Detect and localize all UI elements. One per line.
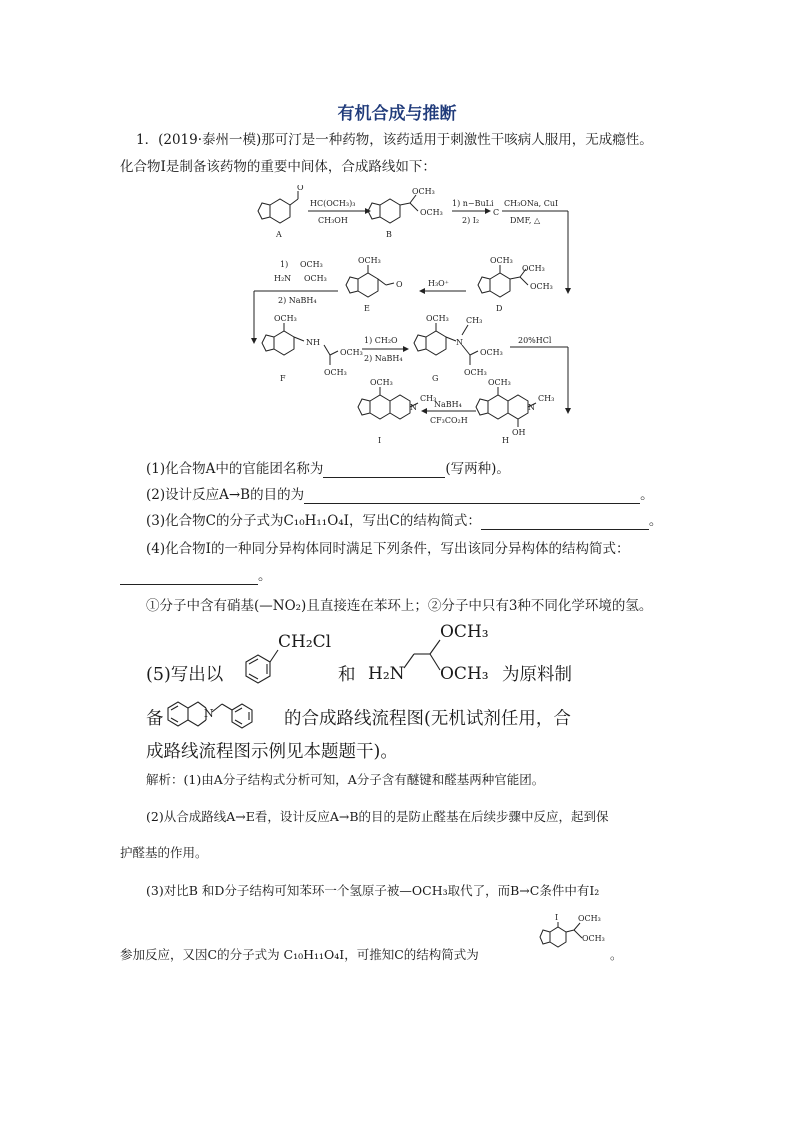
- label-B: B: [386, 230, 392, 239]
- och3-label: OCH₃: [274, 314, 297, 323]
- n-label: N: [456, 338, 463, 347]
- och3-label: OCH₃: [304, 274, 327, 283]
- och3-label: OCH₃: [300, 260, 323, 269]
- and-text: 和: [338, 665, 356, 685]
- iodine-label: I: [555, 913, 559, 922]
- reagent-4: H₃O⁺: [428, 279, 449, 288]
- och3-label: OCH₃: [370, 378, 393, 387]
- och3-label: OCH₃: [522, 264, 545, 273]
- ch3-label: CH₃: [538, 394, 555, 403]
- question-1-5-pre: (5)写出以: [146, 665, 224, 685]
- oh-label: OH: [512, 428, 526, 437]
- ch2cl-label: CH₂Cl: [278, 632, 332, 652]
- och3-label: OCH₃: [480, 348, 503, 357]
- label-C: C: [493, 208, 500, 217]
- och3-label: OCH₃: [412, 187, 435, 196]
- reagent-8-bottom: CF₃CO₂H: [430, 416, 468, 425]
- page-title: 有机合成与推断: [337, 104, 457, 124]
- n-label: N: [204, 707, 214, 720]
- answer-2-line2: 护醛基的作用。: [120, 845, 208, 860]
- cho-label: O: [396, 280, 403, 289]
- question-1-4-conditions: ①分子中含有硝基(—NO₂)且直接连在苯环上；②分子中只有3种不同化学环境的氢。: [146, 598, 653, 614]
- question-1-3: [146, 512, 662, 530]
- answer-3-line1: (3)对比B 和D分子结构可知苯环一个氢原子被—OCH₃取代了，而B→C条件中有I₂: [146, 883, 600, 898]
- och3-label: OCH₃: [582, 934, 605, 943]
- reagent-7: 20%HCl: [518, 336, 552, 345]
- question-1-intro-2: 化合物I是制备该药物的重要中间体，合成路线如下：: [120, 159, 436, 175]
- question-1-4-answer: [120, 567, 272, 585]
- answer-3-end: 。: [610, 947, 623, 962]
- reagent-1-bottom: CH₃OH: [318, 216, 348, 225]
- och3-label: OCH₃: [340, 348, 363, 357]
- answer-blank[interactable]: [120, 570, 258, 585]
- och3-label: OCH₃: [420, 208, 443, 217]
- och3-label: OCH₃: [426, 314, 449, 323]
- question-1-5-post: 为原料制: [502, 665, 572, 685]
- question-text: (写两种)。: [445, 461, 510, 477]
- label-I: I: [378, 436, 382, 445]
- reagent-3-top: CH₃ONa, CuI: [504, 199, 559, 208]
- reagent-5-top: 1): [280, 260, 289, 269]
- nh-label: NH: [306, 338, 320, 347]
- och3-label: OCH₃: [440, 622, 489, 642]
- answer-blank[interactable]: [304, 489, 640, 504]
- label-A: A: [276, 230, 282, 239]
- question-text: 。: [648, 513, 663, 529]
- och3-label: OCH₃: [490, 256, 513, 265]
- reagent-6-top: 1) CH₂O: [364, 336, 398, 345]
- ch3-label: CH₃: [466, 316, 483, 325]
- question-text: (2)设计反应A→B的目的为: [146, 487, 305, 503]
- answer-blank[interactable]: [323, 463, 445, 478]
- synthesis-scheme: [240, 185, 580, 455]
- question-text: 。: [640, 487, 654, 503]
- och3-label: OCH₃: [358, 256, 381, 265]
- reagent-1-top: HC(OCH₃)₃: [310, 199, 356, 208]
- h2n-label: H₂N: [274, 274, 292, 283]
- label-D: D: [496, 304, 503, 313]
- cho-label: O: [297, 185, 304, 192]
- och3-label: OCH₃: [464, 368, 487, 377]
- question-1-intro: 1．(2019·泰州一模)那可汀是一种药物，该药适用于刺激性干咳病人服用，无成瘾性。: [136, 132, 653, 148]
- ch3-label: CH₃: [420, 394, 437, 403]
- question-1-5-line3: 成路线流程图示例见本题题干)。: [146, 742, 398, 762]
- question-1-2: [146, 486, 654, 504]
- answer-blank[interactable]: [481, 515, 649, 530]
- reagent-8-top: NaBH₄: [434, 400, 462, 409]
- question-1-5-line2-post: 的合成路线流程图(无机试剂任用，合: [284, 709, 571, 729]
- label-E: E: [364, 304, 370, 313]
- question-1-1: [146, 460, 510, 478]
- question-1-4: (4)化合物I的一种同分异构体同时满足下列条件，写出该同分异构体的结构简式：: [146, 541, 630, 557]
- label-F: F: [280, 374, 286, 383]
- label-G: G: [432, 374, 439, 383]
- question-1-5-line2-pre: 备: [146, 709, 164, 729]
- reagent-3-bottom: DMF, △: [510, 216, 541, 225]
- target-product-structure: [162, 690, 282, 736]
- answer-2-line1: (2)从合成路线A→E看，设计反应A→B的目的是防止醛基在后续步骤中反应，起到保: [146, 809, 609, 824]
- answer-3-line2: 参加反应，又因C的分子式为 C₁₀H₁₁O₄I，可推知C的结构简式为: [120, 947, 479, 962]
- reagent-6-bottom: 2) NaBH₄: [364, 354, 403, 363]
- och3-label: OCH₃: [324, 368, 347, 377]
- answer-1: 解析：(1)由A分子结构式分析可知，A分子含有醚键和醛基两种官能团。: [146, 772, 545, 787]
- reagent-2-bottom: 2) I₂: [462, 216, 480, 225]
- n-label: N: [528, 403, 535, 412]
- h2n-label: H₂N: [368, 664, 405, 684]
- compound-c-structure: [528, 910, 610, 962]
- reagent-2-top: 1) n−BuLi: [452, 199, 494, 208]
- och3-label: OCH₃: [578, 914, 601, 923]
- och3-label: OCH₃: [530, 282, 553, 291]
- question-text: (1)化合物A中的官能团名称为: [146, 461, 324, 477]
- question-text: 。: [258, 568, 272, 584]
- och3-label: OCH₃: [440, 664, 489, 684]
- och3-label: OCH₃: [488, 378, 511, 387]
- reagent-5-bottom: 2) NaBH₄: [278, 296, 317, 305]
- question-text: (3)化合物C的分子式为C₁₀H₁₁O₄I，写出C的结构简式：: [146, 513, 481, 529]
- label-H: H: [502, 436, 509, 445]
- n-label: N: [410, 403, 417, 412]
